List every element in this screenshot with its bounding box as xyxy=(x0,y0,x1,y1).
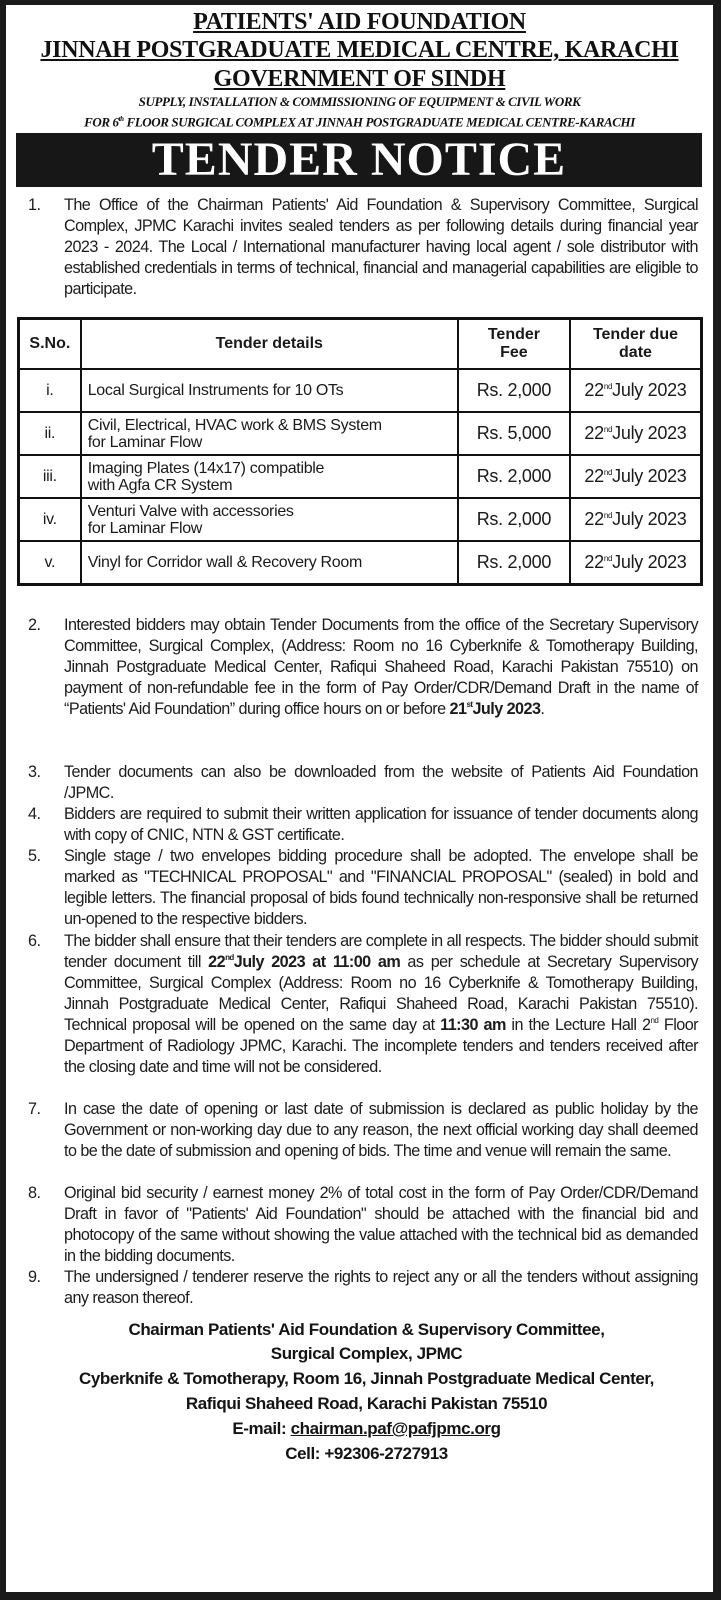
row-fee: Rs. 2,000 xyxy=(458,369,570,412)
row-fee: Rs. 2,000 xyxy=(458,498,570,541)
row-due-date xyxy=(570,412,702,455)
clause-text xyxy=(64,615,698,720)
table-row xyxy=(19,455,702,498)
clause-text: In case the date of opening or last date of submission is declared as public holiday by the Government or non-working day due to any reason, the next official working day shall deemed to be the date of submission and opening of bids. The time and venue will remain the same. xyxy=(64,1100,698,1160)
table-row xyxy=(19,412,702,455)
clause-number: 4. xyxy=(28,805,41,823)
clause-5 xyxy=(28,846,698,930)
row-due-date xyxy=(570,369,702,412)
header-fee-line2: Fee xyxy=(500,344,528,361)
clause-9 xyxy=(28,1267,698,1309)
row-details-line2: with Agfa CR System xyxy=(87,476,233,494)
opening-time: 11:30 am xyxy=(440,1016,506,1034)
header-sno: S.No. xyxy=(19,319,81,370)
project-subtitle-2 xyxy=(6,110,713,131)
clause-6 xyxy=(28,931,698,1078)
due-day: 22 xyxy=(584,509,604,529)
header-date-line1: Tender due xyxy=(592,326,678,343)
clause-number: 5. xyxy=(28,847,41,865)
clause-body-c: in the Lecture Hall 2 xyxy=(505,1016,651,1034)
due-day: 22 xyxy=(584,423,604,443)
row-due-date xyxy=(570,498,702,541)
signatory-title: Chairman Patients' Aid Foundation & Supervisory Committee, xyxy=(128,1320,605,1339)
tender-table xyxy=(17,317,703,586)
header-due-date xyxy=(570,319,702,370)
submission-datetime: July 2023 at 11:00 am xyxy=(233,953,401,971)
row-fee: Rs. 2,000 xyxy=(458,455,570,498)
clause-number: 6. xyxy=(28,932,41,950)
row-details-line1: Vinyl for Corridor wall & Recovery Room xyxy=(87,554,363,571)
cell-number: +92306-2727913 xyxy=(324,1444,448,1463)
due-ordinal: nd xyxy=(603,382,613,391)
project-subtitle-1: SUPPLY, INSTALLATION & COMMISSIONING OF EQUIPMENT & CIVIL WORK xyxy=(138,94,581,109)
row-details-line2: for Laminar Flow xyxy=(87,433,203,451)
row-fee: Rs. 5,000 xyxy=(458,412,570,455)
government-title: GOVERNMENT OF SINDH xyxy=(213,66,506,92)
row-due-date xyxy=(570,541,702,585)
row-details-line1: Venturi Valve with accessories xyxy=(87,502,294,520)
row-details-line1: Civil, Electrical, HVAC work & BMS System xyxy=(87,416,382,434)
clause-2 xyxy=(28,615,698,720)
row-details xyxy=(81,498,458,541)
due-month-year: July 2023 xyxy=(612,466,687,486)
due-ordinal: nd xyxy=(603,425,613,434)
due-month-year: July 2023 xyxy=(612,552,687,572)
header-date-line2: date xyxy=(619,344,652,361)
clause-number: 3. xyxy=(28,763,41,781)
header-details: Tender details xyxy=(81,319,458,370)
row-details-line1: Imaging Plates (14x17) compatible xyxy=(87,459,325,477)
submission-day: 22 xyxy=(208,953,226,971)
clause-number: 8. xyxy=(28,1184,41,1202)
clause-7 xyxy=(28,1099,698,1162)
due-month-year: July 2023 xyxy=(612,509,687,529)
row-due-date xyxy=(570,455,702,498)
org-title: PATIENTS' AID FOUNDATION xyxy=(193,9,526,35)
cell-line xyxy=(6,1442,721,1466)
clause-number: 7. xyxy=(28,1100,41,1118)
clause-text: The Office of the Chairman Patients' Aid Foundation & Supervisory Committee, Surgical Complex, JPMC Karachi invites sealed tenders as per following details during financial year 2023 - 2024. The Local / International manufacturer having local agent / sole distributor with established credentials in terms of technical, financial and managerial capabilities are eligible to participate. xyxy=(64,196,698,298)
email-label: E-mail: xyxy=(232,1419,291,1438)
cell-label: Cell: xyxy=(285,1444,325,1463)
clause-body: Interested bidders may obtain Tender Documents from the office of the Secretary Supervisory Committee, Surgical Complex, (Address: Room no 16 Cyberknife & Tomotherapy Building, Jinnah Postgraduate Medical Center, Rafiqui Shaheed Road, Karachi Pakistan 75510) on payment of non-refundable fee in the form of Pay Order/CDR/Demand Draft in the name of “Patients' Aid Foundation” during office hours on or before xyxy=(64,616,698,718)
clause-text: The undersigned / tenderer reserve the rights to reject any or all the tenders without assigning any reason thereof. xyxy=(64,1268,698,1307)
row-sno: iii. xyxy=(19,455,81,498)
due-day: 22 xyxy=(584,466,604,486)
row-sno: v. xyxy=(19,541,81,585)
floor-ordinal: nd xyxy=(650,1016,659,1025)
table-header-row xyxy=(19,319,702,370)
clause-body-b: as per schedule at Secretary Supervisory Committee, Surgical Complex (Address: Room no 16 Cyberknife & Tomotherapy Building, Jinnah Postgraduate Medical Center, Rafiqui Shaheed Road, Karachi Pakistan 75510). Technical proposal will be opened on the same day at xyxy=(64,953,699,1034)
clause-number: 1. xyxy=(28,196,41,214)
email-line xyxy=(6,1417,721,1441)
table-row xyxy=(19,369,702,412)
signatory-address-2: Rafiqui Shaheed Road, Karachi Pakistan 75510 xyxy=(185,1394,548,1413)
row-details xyxy=(81,455,458,498)
due-month-year: July 2023 xyxy=(612,380,687,400)
tender-notice-banner: TENDER NOTICE xyxy=(16,133,702,187)
clause-8 xyxy=(28,1183,698,1267)
row-details xyxy=(81,369,458,412)
row-sno: ii. xyxy=(19,412,81,455)
row-sno: i. xyxy=(19,369,81,412)
submission-ordinal: nd xyxy=(225,953,234,962)
deadline-day: 21 xyxy=(449,700,467,718)
deadline-emphasis xyxy=(450,700,541,718)
header-fee xyxy=(458,319,570,370)
row-details-line1: Local Surgical Instruments for 10 OTs xyxy=(87,382,344,399)
clause-body-d: Floor Department of Radiology JPMC, Karachi. The incomplete tenders and tenders received after the closing date and time will not be considered. xyxy=(64,1016,698,1076)
clause-text: Original bid security / earnest money 2% of total cost in the form of Pay Order/CDR/Demand Draft in favor of "Patients' Aid Foundation" should be attached with the financial bid and photocopy of the same without showing the value attached with the technical bid as demanded in the bidding documents. xyxy=(64,1184,698,1265)
header-fee-line1: Tender xyxy=(487,326,540,343)
row-details xyxy=(81,412,458,455)
clause-text xyxy=(64,931,698,1078)
clause-body-a: The bidder shall ensure that their tenders are complete in all respects. The bidder should submit tender document till xyxy=(64,932,698,971)
institution-title: JINNAH POSTGRADUATE MEDICAL CENTRE, KARACHI xyxy=(40,37,679,63)
row-details xyxy=(81,541,458,585)
subtitle-prefix: FOR 6 xyxy=(84,114,119,130)
submission-deadline xyxy=(208,953,400,971)
email-link[interactable]: chairman.paf@pafjpmc.org xyxy=(290,1419,501,1438)
signatory-address-1: Cyberknife & Tomotherapy, Room 16, Jinnah Postgraduate Medical Center, xyxy=(78,1369,654,1388)
due-ordinal: nd xyxy=(603,554,613,563)
clause-end: . xyxy=(540,700,545,718)
signatory-office: Surgical Complex, JPMC xyxy=(270,1344,463,1363)
due-ordinal: nd xyxy=(603,468,613,477)
row-fee: Rs. 2,000 xyxy=(458,541,570,585)
clause-1 xyxy=(28,195,698,300)
subtitle-sup: th xyxy=(118,115,124,123)
clause-number: 9. xyxy=(28,1268,41,1286)
deadline-ordinal: st xyxy=(466,700,473,709)
clause-text: Tender documents can also be downloaded from the website of Patients Aid Foundation /JPMC. xyxy=(64,763,698,802)
table-row xyxy=(19,498,702,541)
due-month-year: July 2023 xyxy=(612,423,687,443)
due-day: 22 xyxy=(584,552,604,572)
deadline-month-year: July 2023 xyxy=(472,700,541,718)
clause-text: Bidders are required to submit their written application for issuance of tender documents along with copy of CNIC, NTN & GST certificate. xyxy=(64,805,698,844)
due-ordinal: nd xyxy=(603,511,613,520)
clause-text: Single stage / two envelopes bidding procedure shall be adopted. The envelope shall be marked as "TECHNICAL PROPOSAL" and "FINANCIAL PROPOSAL" (sealed) in bold and legible letters. The financial proposal of bids found technically non-responsive shall be returned un-opened to the respective bidders. xyxy=(64,847,698,928)
subtitle-rest: FLOOR SURGICAL COMPLEX AT JINNAH POSTGRADUATE MEDICAL CENTRE-KARACHI xyxy=(123,114,635,130)
clause-number: 2. xyxy=(28,616,41,634)
table-row xyxy=(19,541,702,585)
due-day: 22 xyxy=(584,380,604,400)
tender-notice-page xyxy=(6,5,713,1592)
clause-3 xyxy=(28,762,698,804)
row-sno: iv. xyxy=(19,498,81,541)
row-details-line2: for Laminar Flow xyxy=(87,519,203,537)
clause-4 xyxy=(28,804,698,846)
